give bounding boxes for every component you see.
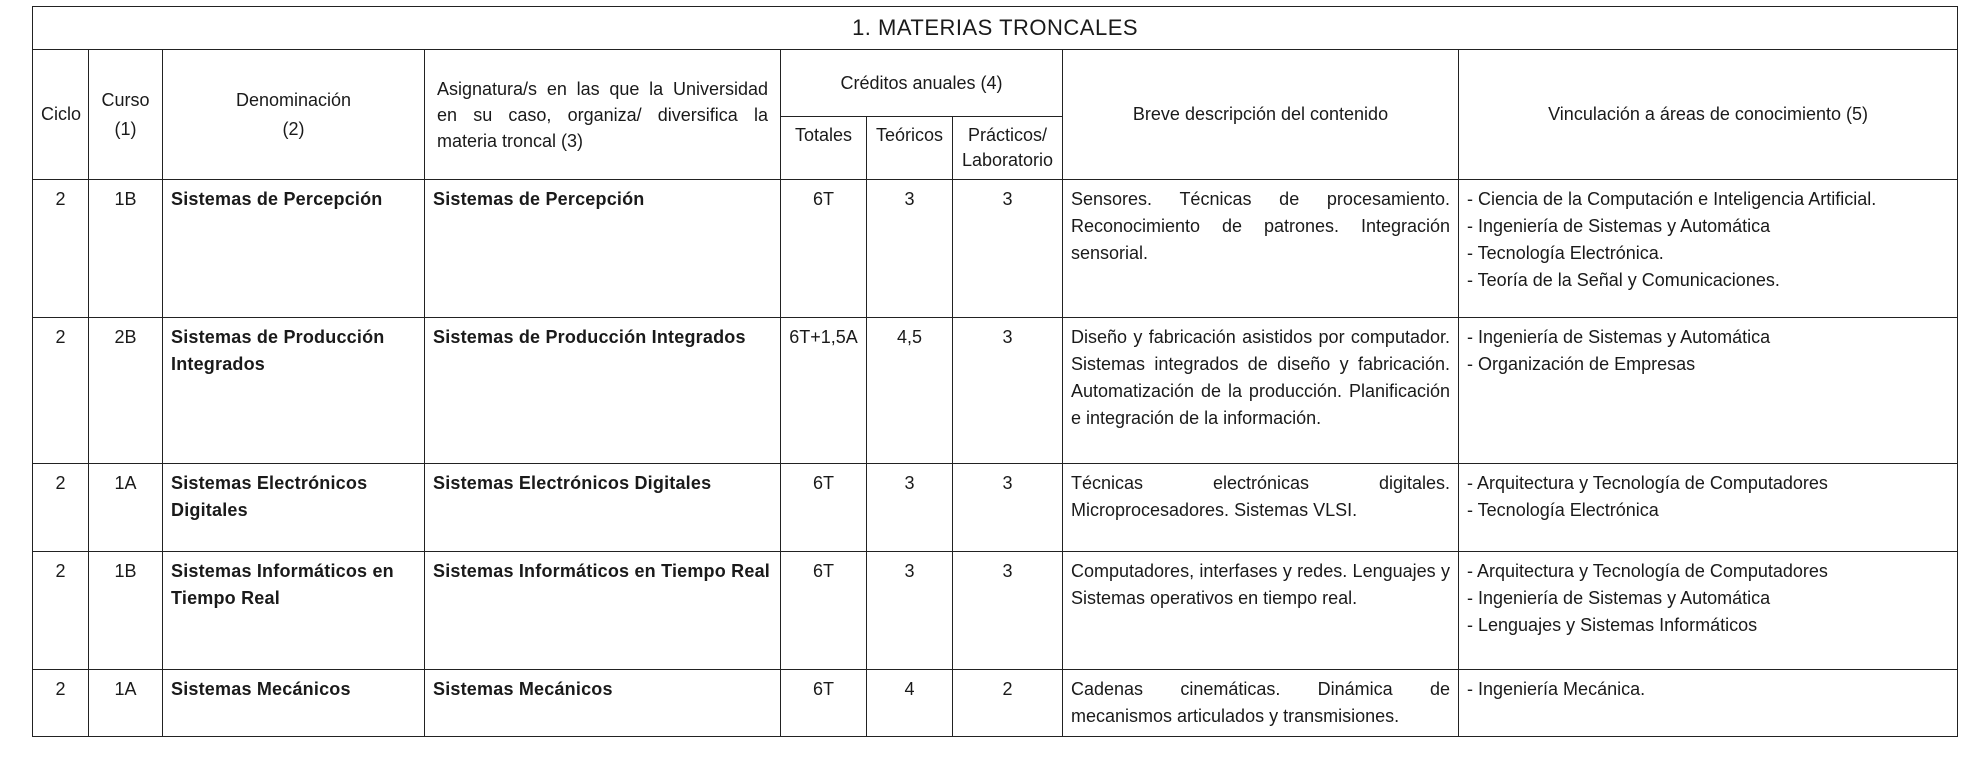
areas-list (1467, 676, 1949, 703)
header-curso-label: Curso (101, 89, 150, 110)
materias-troncales-table (32, 6, 1958, 737)
descripcion-cell: Diseño y fabricación asistidos por computador. Sistemas integrados de diseño y fabricación. Automatización de la producción. Planificación e integración de la información. (1063, 318, 1459, 464)
area-item: - Ingeniería de Sistemas y Automática (1467, 585, 1949, 612)
document-page (32, 6, 1957, 737)
header-ciclo: Ciclo (33, 50, 89, 180)
area-item: - Ingeniería de Sistemas y Automática (1467, 324, 1949, 351)
practicos-cell: 3 (953, 552, 1063, 670)
asignatura-cell: Sistemas Informáticos en Tiempo Real (425, 552, 781, 670)
teoricos-cell: 4,5 (867, 318, 953, 464)
area-item: - Organización de Empresas (1467, 351, 1949, 378)
header-row (33, 50, 1958, 117)
asignatura-cell: Sistemas Mecánicos (425, 670, 781, 737)
teoricos-cell: 3 (867, 464, 953, 552)
asignatura-cell: Sistemas de Percepción (425, 180, 781, 318)
header-curso-note: (1) (114, 118, 137, 139)
curso-cell: 2B (89, 318, 163, 464)
header-creditos: Créditos anuales (4) (781, 50, 1063, 117)
teoricos-cell: 3 (867, 552, 953, 670)
totales-cell: 6T (781, 552, 867, 670)
practicos-cell: 2 (953, 670, 1063, 737)
areas-cell (1459, 180, 1958, 318)
table-row (33, 180, 1958, 318)
denominacion-cell: Sistemas de Percepción (163, 180, 425, 318)
teoricos-cell: 4 (867, 670, 953, 737)
descripcion-cell: Computadores, interfases y redes. Lenguajes y Sistemas operativos en tiempo real. (1063, 552, 1459, 670)
area-item: - Tecnología Electrónica (1467, 497, 1949, 524)
header-teoricos: Teóricos (867, 117, 953, 180)
descripcion-cell: Cadenas cinemáticas. Dinámica de mecanismos articulados y transmisiones. (1063, 670, 1459, 737)
areas-list (1467, 558, 1949, 639)
areas-cell (1459, 318, 1958, 464)
totales-cell: 6T (781, 670, 867, 737)
denominacion-cell: Sistemas de Producción Integrados (163, 318, 425, 464)
area-item: - Lenguajes y Sistemas Informáticos (1467, 612, 1949, 639)
totales-cell: 6T (781, 464, 867, 552)
practicos-cell: 3 (953, 180, 1063, 318)
table-row (33, 670, 1958, 737)
area-item: - Tecnología Electrónica. (1467, 240, 1949, 267)
table-row (33, 552, 1958, 670)
areas-cell (1459, 670, 1958, 737)
areas-list (1467, 324, 1949, 378)
asignatura-cell: Sistemas Electrónicos Digitales (425, 464, 781, 552)
area-item: - Ciencia de la Computación e Inteligencia Artificial. (1467, 186, 1949, 213)
header-descripcion: Breve descripción del contenido (1063, 50, 1459, 180)
ciclo-cell: 2 (33, 318, 89, 464)
practicos-cell: 3 (953, 464, 1063, 552)
denominacion-cell: Sistemas Informáticos en Tiempo Real (163, 552, 425, 670)
totales-cell: 6T (781, 180, 867, 318)
area-item: - Arquitectura y Tecnología de Computadores (1467, 470, 1949, 497)
ciclo-cell: 2 (33, 180, 89, 318)
descripcion-cell: Técnicas electrónicas digitales. Microprocesadores. Sistemas VLSI. (1063, 464, 1459, 552)
denominacion-cell: Sistemas Electrónicos Digitales (163, 464, 425, 552)
header-totales: Totales (781, 117, 867, 180)
asignatura-cell: Sistemas de Producción Integrados (425, 318, 781, 464)
table-title: 1. MATERIAS TRONCALES (33, 7, 1958, 50)
header-denominacion (163, 50, 425, 180)
header-denominacion-note: (2) (282, 118, 305, 139)
table-row (33, 318, 1958, 464)
curso-cell: 1A (89, 670, 163, 737)
ciclo-cell: 2 (33, 670, 89, 737)
area-item: - Teoría de la Señal y Comunicaciones. (1467, 267, 1949, 294)
curso-cell: 1B (89, 180, 163, 318)
descripcion-cell: Sensores. Técnicas de procesamiento. Reconocimiento de patrones. Integración sensorial. (1063, 180, 1459, 318)
header-practicos: Prácticos/ Laboratorio (953, 117, 1063, 180)
teoricos-cell: 3 (867, 180, 953, 318)
totales-cell: 6T+1,5A (781, 318, 867, 464)
practicos-cell: 3 (953, 318, 1063, 464)
header-denominacion-label: Denominación (235, 89, 352, 110)
denominacion-cell: Sistemas Mecánicos (163, 670, 425, 737)
curso-cell: 1A (89, 464, 163, 552)
header-vinculacion: Vinculación a áreas de conocimiento (5) (1459, 50, 1958, 180)
table-row (33, 464, 1958, 552)
area-item: - Ingeniería Mecánica. (1467, 676, 1949, 703)
header-asignaturas: Asignatura/s en las que la Universidad en su caso, organiza/ diversifica la materia troncal (3) (425, 50, 781, 180)
areas-list (1467, 186, 1949, 294)
areas-cell (1459, 464, 1958, 552)
title-row (33, 7, 1958, 50)
areas-list (1467, 470, 1949, 524)
area-item: - Arquitectura y Tecnología de Computadores (1467, 558, 1949, 585)
curso-cell: 1B (89, 552, 163, 670)
ciclo-cell: 2 (33, 552, 89, 670)
area-item: - Ingeniería de Sistemas y Automática (1467, 213, 1949, 240)
areas-cell (1459, 552, 1958, 670)
ciclo-cell: 2 (33, 464, 89, 552)
header-curso (89, 50, 163, 180)
